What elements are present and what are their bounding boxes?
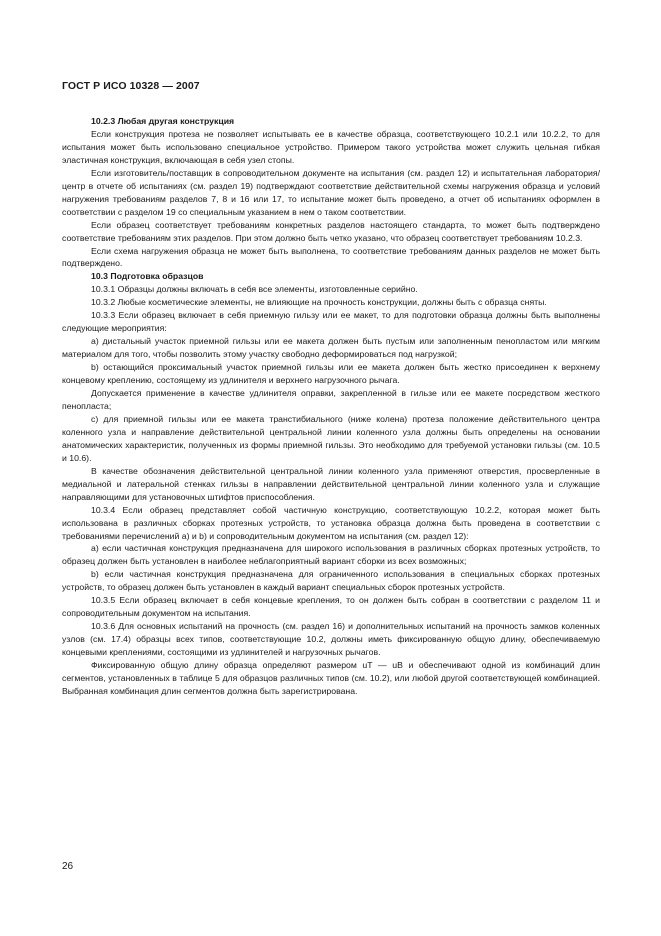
body-paragraph: b) остающийся проксимальный участок приемной гильзы или ее макета должен быть жестко присоединен к верхнему концевому креплению, состоящему из удлинителя и верхнего нагрузочного рычага. xyxy=(62,362,600,386)
body-paragraph: Если схема нагружения образца не может быть выполнена, то соответствие требованиям данных разделов не может быть подтверждено. xyxy=(62,245,600,269)
body-paragraph: c) для приемной гильзы или ее макета транстибиального (ниже колена) протеза положение действительного центра коленного узла и направление действительной центральной линии коленного узла должны быть определены на основании анатомических характеристик, полученных из формы приемной гильзы. Это необходимо для требуемой установки гильзы (см. 10.5 и 10.6). xyxy=(62,413,600,463)
section-heading: 10.3 Подготовка образцов xyxy=(91,271,204,282)
body-paragraph: В качестве обозначения действительной центральной линии коленного узла применяют отверстия, просверленные в медиальной и латеральной стенках гильзы в направлении действительной центральной линии коленного узла и служащие направляющими для установочных штифтов приспособления. xyxy=(62,465,600,502)
body-paragraph: 10.3.4 Если образец представляет собой частичную конструкцию, соответствующую 10.2.2, которая может быть использована в различных сборках протезных устройств, то установка образца должна быть проведена в соответствии с требованиями перечислений a) и b) и сопроводительным документом на испытания (см. раздел 12): xyxy=(62,504,600,541)
body-paragraph: Фиксированную общую длину образца определяют размером uT — uB и обеспечивают одной из комбинаций длин сегментов, установленных в таблице 5 для образцов различных типов (см. 10.2), или любой другой соответствующей комбинацией. Выбранная комбинация длин сегментов должна быть зарегистрирована. xyxy=(62,660,600,696)
body-paragraph: 10.3.5 Если образец включает в себя концевые крепления, то он должен быть собран в соответствии с разделом 11 и сопроводительным документом на испытания. xyxy=(62,595,600,619)
body-paragraph: a) если частичная конструкция предназначена для широкого использования в различных сборках протезных устройств, то образец должен быть установлен в наиболее неблагоприятный вариант сборки из всех возможных; xyxy=(62,543,600,567)
body-paragraph: 10.3.1 Образцы должны включать в себя все элементы, изготовленные серийно. xyxy=(91,284,418,295)
body-paragraph: 10.3.6 Для основных испытаний на прочность (см. раздел 16) и дополнительных испытаний на прочность замков коленных узлов (см. 17.4) образцы всех типов, соответствующие 10.2, должны иметь фиксированную общую длину, обеспечиваемую концевыми креплениями, состоящими из удлинителей и нагрузочных рычагов. xyxy=(62,621,600,658)
body-paragraph: Если образец соответствует требованиям конкретных разделов настоящего стандарта, то может быть подтверждено соответствие требованиям этих разделов. При этом должно быть четко указано, что образец соответствует требованиям 10.2.3. xyxy=(62,219,600,243)
body-paragraph: Если конструкция протеза не позволяет испытывать ее в качестве образца, соответствующего 10.2.1 или 10.2.2, то для испытания может быть использовано специальное устройство. Примером такого устройства может служить цельная гибкая эластичная конструкция, включающая в себя узел стопы. xyxy=(62,128,600,165)
body-paragraph: a) дистальный участок приемной гильзы или ее макета должен быть пустым или заполненным пенопластом или мягким материалом для того, чтобы позволить этому участку свободно деформироваться под нагрузкой; xyxy=(62,336,600,360)
standard-code-header: ГОСТ Р ИСО 10328 — 2007 xyxy=(62,80,200,92)
section-heading: 10.2.3 Любая другая конструкция xyxy=(91,116,235,126)
body-paragraph: 10.3.2 Любые косметические элементы, не влияющие на прочность конструкции, должны быть с образца сняты. xyxy=(91,297,547,308)
body-paragraph: b) если частичная конструкция предназначена для ограниченного использования в специальных сборках протезных устройств, то образец должен быть установлен в каждый вариант специальных сборок протезных устройств. xyxy=(62,569,600,593)
body-paragraph: Допускается применение в качестве удлинителя оправки, закрепленной в гильзе или ее макете посредством жесткого пенопласта; xyxy=(62,388,600,411)
page-number: 26 xyxy=(62,861,74,872)
page-body xyxy=(62,115,600,698)
body-paragraph: 10.3.3 Если образец включает в себя приемную гильзу или ее макет, то для подготовки образца должны быть выполнены следующие мероприятия: xyxy=(62,310,600,334)
body-paragraph: Если изготовитель/поставщик в сопроводительном документе на испытания (см. раздел 12) и испытательная лаборатория/центр в отчете об испытаниях (см. раздел 19) подтверждают соответствие действительной схемы нагружения образца и условий нагружения требованиям разделов 7, 8 и 16 или 17, то испытание может быть проведено, а отчет об испытаниях оформлен в соответствии с разделом 19 со специальным указанием в нем о таком соответствии. xyxy=(62,167,600,217)
